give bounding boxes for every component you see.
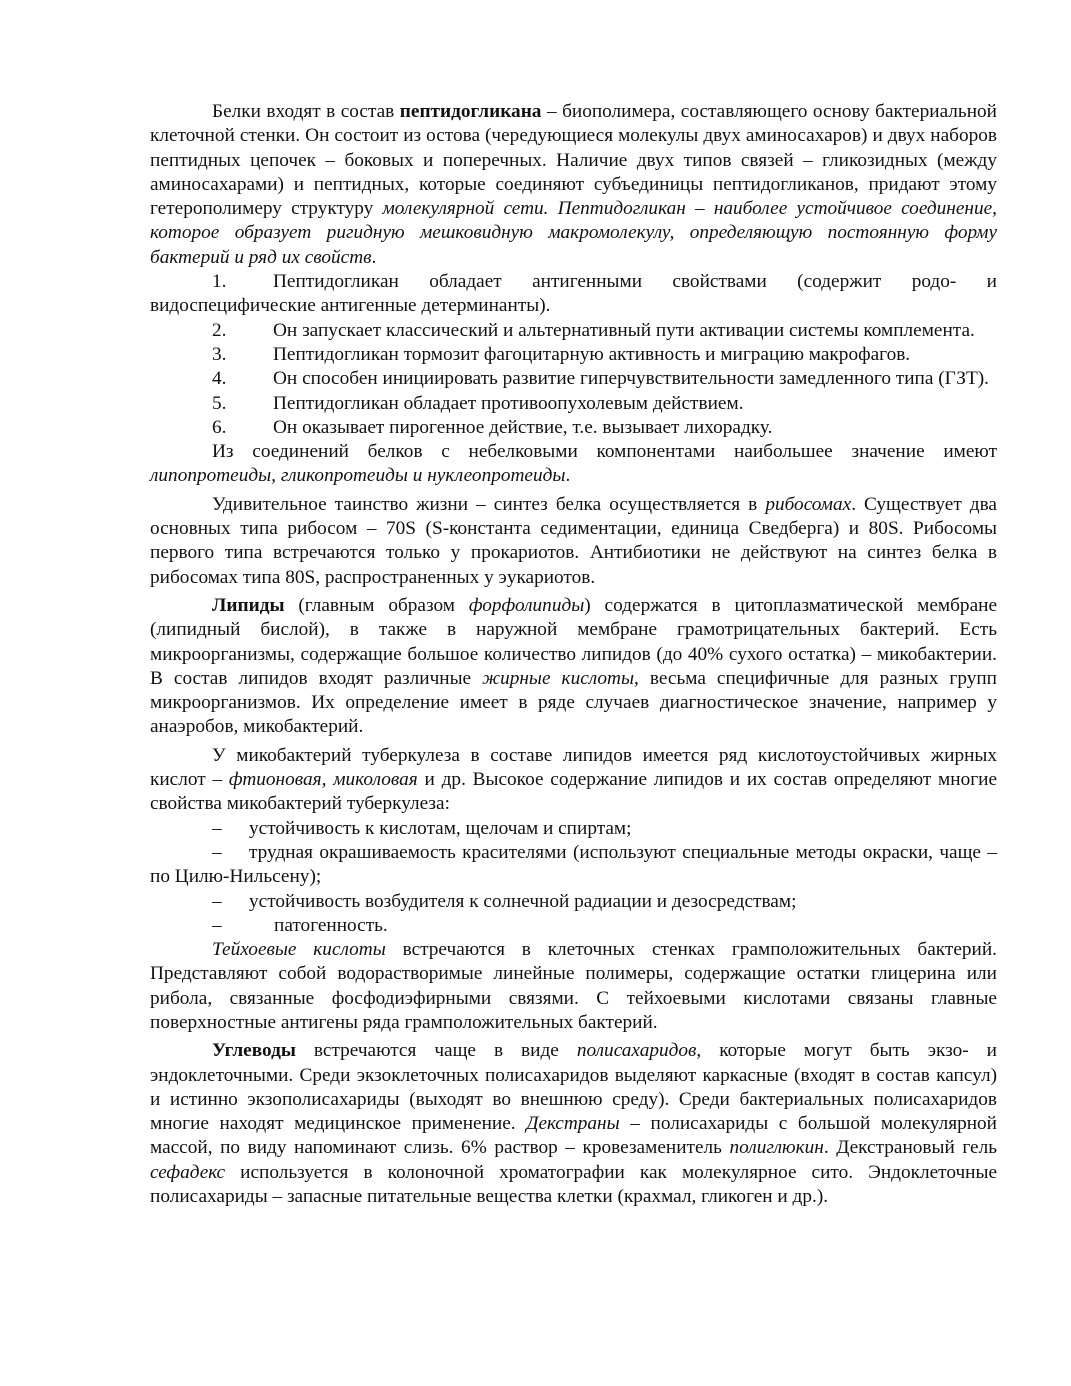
text: встречаются в клеточных стенках грамположительных бактерий. Представляют собой водорастворимые линейные полимеры, содержащие остатки глицерина или рибола, связанные фосфодиэфирными связями. С тейхоевыми кислотами связаны главные поверхностные антигены ряда грамположительных бактерий.: [150, 939, 997, 1033]
text: – полисахариды с большой молекулярной массой, по виду напоминают слизь. 6% раствор – кровезаменитель: [150, 1113, 997, 1159]
dash-item: [150, 914, 997, 938]
paragraph-teichoic: [150, 938, 997, 1035]
text: ) содержатся в цитоплазматической мембране (липидный бислой), в также в наружной мембране грамотрицательных бактерий. Есть микроорганизмы, содержащие большое количество липидов (до 40% сухого остатка) – микобактерии. В состав липидов входят различные: [150, 594, 998, 689]
paragraph-lipids: [150, 594, 997, 740]
italic-text: жирные кислоты: [482, 667, 635, 689]
list-item: [150, 270, 997, 319]
dash-list: [150, 817, 997, 938]
dash-marker: –: [212, 841, 222, 863]
list-text: Он запускает классический и альтернативный пути активации системы комплемента.: [273, 319, 975, 341]
term-peptidoglycan: пептидогликана: [399, 101, 542, 122]
list-number: 4.: [212, 368, 227, 390]
italic-text: фтионовая, миколовая: [228, 769, 418, 791]
list-text: Пептидогликан обладает противоопухолевым действием.: [273, 392, 744, 414]
italic-text: липопротеиды, гликопротеиды и нуклеопротеиды: [150, 465, 566, 487]
list-item: [150, 392, 997, 416]
dash-marker: –: [212, 914, 222, 936]
dash-item: [150, 841, 997, 890]
italic-text: Тейхоевые кислоты: [212, 939, 386, 961]
dash-text: трудная окрашиваемость красителями (используют специальные методы окраски, чаще – по Цилю-Нильсену);: [150, 841, 997, 888]
list-text: Пептидогликан тормозит фагоцитарную активность и миграцию макрофагов.: [273, 343, 911, 365]
italic-text: полиглюкин: [729, 1137, 824, 1159]
term-lipids: Липиды: [212, 594, 285, 616]
text: встречаются чаще в виде: [295, 1040, 577, 1062]
list-text: Он оказывает пирогенное действие, т.е. вызывает лихорадку.: [273, 416, 773, 438]
term-carbohydrates: Углеводы: [212, 1040, 296, 1062]
dash-item: [150, 890, 997, 914]
text: . Декстрановый гель: [823, 1137, 997, 1159]
paragraph-peptidoglycan: [150, 100, 997, 270]
italic-text: рибосомах: [765, 493, 852, 515]
paragraph-ribosomes: [150, 493, 997, 590]
text: .: [565, 465, 571, 487]
dash-marker: –: [212, 890, 222, 912]
text: Из соединений белков с небелковыми компонентами наибольшее значение имеют: [212, 441, 997, 463]
italic-text: форфолипиды: [468, 594, 585, 616]
list-item: [150, 319, 997, 343]
list-number: 2.: [212, 319, 227, 341]
italic-text: сефадекс: [150, 1161, 226, 1183]
list-text: Он способен инициировать развитие гиперчувствительности замедленного типа (ГЗТ).: [273, 368, 989, 390]
dash-marker: –: [212, 817, 222, 839]
text: – биополимера, составляющего основу бактериальной клеточной стенки. Он состоит из остова (чередующиеся молекулы двух аминосахаров) и двух наборов пептидных цепочек – боковых и поперечных. Наличие двух типов связей – гликозидных (между аминосахарами) и пептидных, которые соединяют субъединицы пептидогликанов, придают этому гетерополимеру структуру: [150, 101, 997, 220]
italic-text: молекулярной сети. Пептидогликан – наиболее устойчивое соединение, которое образует ригидную мешковидную макромолекулу, определяющую постоянную форму бактерий и ряд их свойств: [150, 198, 998, 268]
paragraph-compounds: [150, 440, 997, 489]
italic-text: полисахаридов: [576, 1040, 697, 1062]
list-number: 3.: [212, 343, 227, 365]
text: Удивительное таинство жизни – синтез белка осуществляется в: [212, 493, 766, 515]
text: У микобактерий туберкулеза в составе липидов имеется ряд кислотоустойчивых жирных кислот –: [150, 744, 997, 791]
text: используется в колоночной хроматографии как молекулярное сито. Эндоклеточные полисахариды – запасные питательные вещества клетки (крахмал, гликоген и др.).: [150, 1161, 997, 1208]
list-item: [150, 367, 997, 391]
text: . Существует два основных типа рибосом – 70S (S-константа седиментации, единица Сведберга) и 80S. Рибосомы первого типа встречаются только у прокариотов. Антибиотики не действуют на синтез белка в рибосомах типа 80S, распространенных у эукариотов.: [150, 493, 997, 588]
dash-text: устойчивость к кислотам, щелочам и спиртам;: [249, 817, 632, 839]
text: , которые могут быть экзо- и эндоклеточными. Среди экзоклеточных полисахаридов выделяют каркасные (входят в состав капсул) и истинно экзополисахариды (выходят во внешнюю среду). Среди бактериальных полисахаридов многие находят медицинское применение.: [150, 1040, 997, 1135]
italic-text: Декстраны: [526, 1113, 620, 1135]
dash-text: патогенность.: [274, 914, 388, 936]
text: (главным образом: [284, 594, 469, 616]
list-number: 5.: [212, 392, 227, 414]
document-page: [150, 100, 997, 1209]
list-number: 6.: [212, 416, 227, 438]
list-item: [150, 343, 997, 367]
dash-text: устойчивость возбудителя к солнечной радиации и дезосредствам;: [249, 890, 797, 912]
list-item: [150, 416, 997, 440]
text: Белки входят в состав: [212, 101, 400, 122]
numbered-list: [150, 270, 997, 440]
text: .: [371, 246, 377, 268]
paragraph-carbohydrates: [150, 1039, 997, 1209]
dash-item: [150, 817, 997, 841]
list-text: Пептидогликан обладает антигенными свойствами (содержит родо- и видоспецифические антигенные детерминанты).: [150, 271, 997, 317]
paragraph-mycobacteria: [150, 744, 997, 817]
text: и др. Высокое содержание липидов и их состав определяют многие свойства микобактерий туберкулеза:: [150, 769, 998, 815]
text: , весьма специфичные для разных групп микроорганизмов. Их определение имеет в ряде случаев диагностическое значение, например у анаэробов, микобактерий.: [150, 667, 997, 738]
list-number: 1.: [212, 271, 227, 293]
